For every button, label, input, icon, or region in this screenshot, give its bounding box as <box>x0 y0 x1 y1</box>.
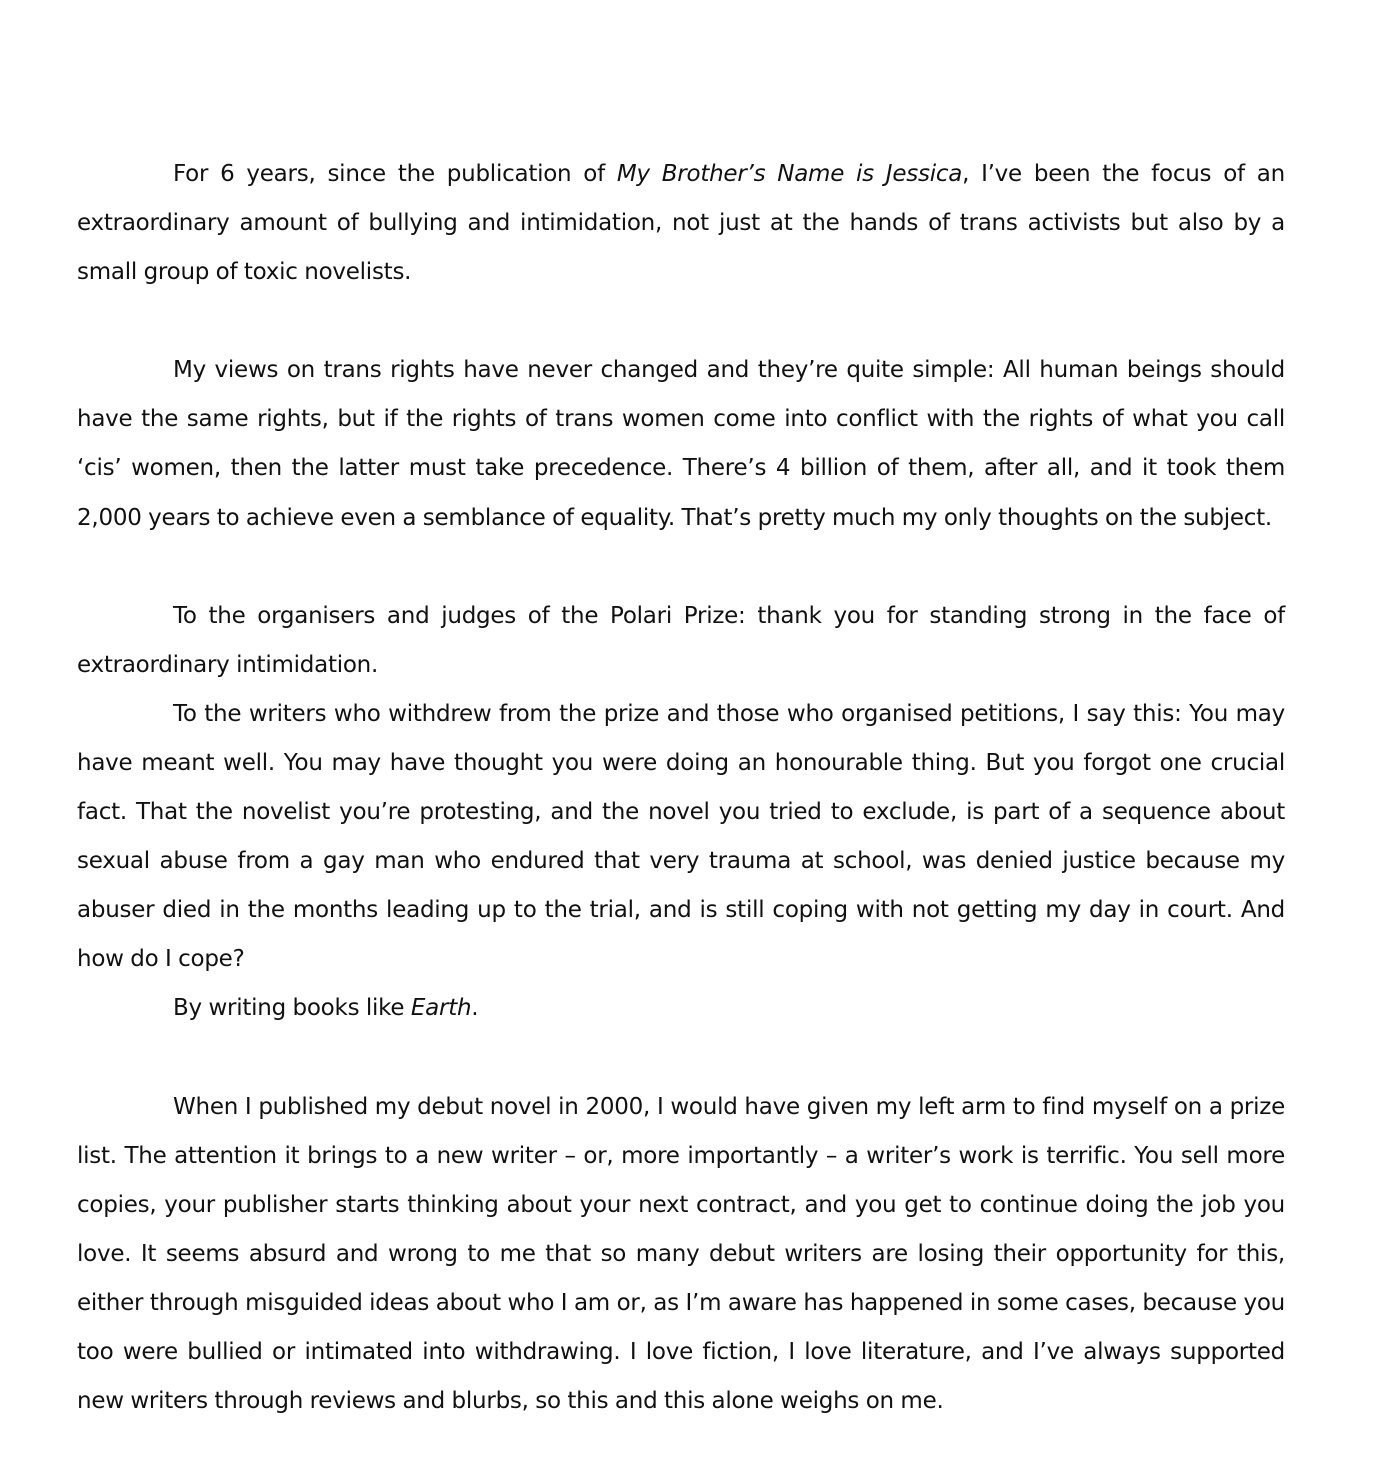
book-title-my-brothers-name-is-jessica: My Brother’s Name is Jessica <box>616 161 963 187</box>
paragraph-5-rest: . <box>471 995 479 1022</box>
paragraph-1-lead: For 6 years, since the publication of <box>173 161 617 187</box>
document-page <box>77 150 1285 1426</box>
paragraph-3: To the organisers and judges of the Polari Prize: thank you for standing strong in the face of extraordinary intimidation. <box>77 602 1285 678</box>
paragraph-5-lead: By writing books like <box>173 995 411 1022</box>
paragraph-spacer <box>77 1034 1285 1083</box>
paragraph-spacer <box>77 297 1285 346</box>
paragraph-4: To the writers who withdrew from the prize and those who organised petitions, I say this: You may have meant well. You may have thought you were doing an honourable thing. But you forgot one crucial fact. That the novelist you’re protesting, and the novel you tried to exclude, is part of a sequence about sexual abuse from a gay man who endured that very trauma at school, was denied justice because my abuser died in the months leading up to the trial, and is still coping with not getting my day in court. And how do I cope? <box>77 700 1285 973</box>
paragraph-6: When I published my debut novel in 2000, I would have given my left arm to find myself on a prize list. The attention it brings to a new writer – or, more importantly – a writer’s work is terrific. You sell more copies, your publisher starts thinking about your next contract, and you get to continue doing the job you love. It seems absurd and wrong to me that so many debut writers are losing their opportunity for this, either through misguided ideas about who I am or, as I’m aware has happened in some cases, because you too were bullied or intimated into withdrawing. I love fiction, I love literature, and I’ve always supported new writers through reviews and blurbs, so this and this alone weighs on me. <box>77 1093 1285 1415</box>
paragraph-5 <box>77 984 1285 1033</box>
paragraph-1-rest: , I’ve been the focus of an extraordinary amount of bullying and intimidation, not just at the hands of trans activists but also by a small group of toxic novelists. <box>77 161 1285 286</box>
paragraph-2: My views on trans rights have never changed and they’re quite simple: All human beings should have the same rights, but if the rights of trans women come into conflict with the rights of what you call ‘cis’ women, then the latter must take precedence. There’s 4 billion of them, after all, and it took them 2,000 years to achieve even a semblance of equality. That’s pretty much my only thoughts on the subject. <box>77 357 1285 531</box>
paragraph-1 <box>77 150 1285 297</box>
book-title-earth: Earth <box>410 995 472 1022</box>
paragraph-spacer <box>77 543 1285 592</box>
